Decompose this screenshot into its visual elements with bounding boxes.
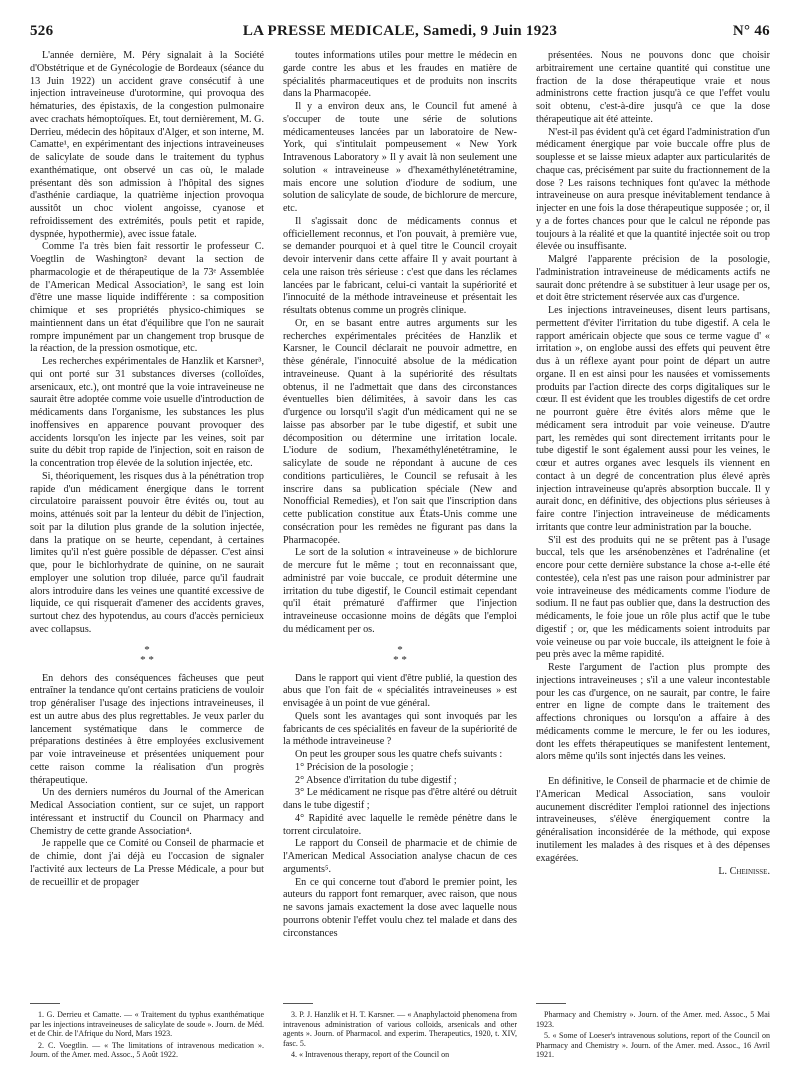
issue-number: N° 46 (732, 23, 770, 39)
paragraph: Le sort de la solution « intraveineuse » de bichlorure de mercure fut le même ; tout en reconnaissant que, administré par voie buccale, ce produit détermine une irritation du tube digestif, le Council estimait cependant qu'il était prématuré d'affirmer que l'injection intraveineuse occasionne moins de dégâts que l'emploi du médicament per os. (283, 547, 517, 635)
paragraph: Reste l'argument de l'action plus prompte des injections intraveineuses ; s'il a une valeur incontestable pour les cas d'urgence, on ne saurait, par contre, le faire entrer en ligne de compte dans le traitement des affections chroniques ou lorsqu'on a affaire à des médicaments comme le mercure, le fer ou les iodures, dont les effets thérapeutiques se manifestent lentement, alors même qu'ils sont injectés dans les veines. (536, 662, 770, 763)
separator-star-top: * (397, 643, 403, 656)
footnotes-column-3 (536, 1010, 770, 1062)
masthead: LA PRESSE MEDICALE, Samedi, 9 Juin 1923 (242, 23, 558, 39)
paragraph: Les recherches expérimentales de Hanzlik et Karsner³, qui ont porté sur 31 substances diverses (colloïdes, arsenicaux, etc.), ont montré que la voie intraveineuse ne saurait être adoptée comme voie usuelle d'introduction de médicaments dans l'organisme, les substances les plus inoffensives en apparence pouvant provoquer des accidents lorsqu'on les injecte par les veines, soit par suite du débit trop rapide de l'injection, soit en raison de la concentration trop élevée de la solution injectée, etc. (30, 356, 264, 469)
text-column-1 (30, 50, 264, 972)
footnote: Pharmacy and Chemistry ». Journ. of the Amer. med. Assoc., 5 Mai 1923. (536, 1010, 770, 1029)
footnote: 2. C. Voegtlin. — « The limitations of intravenous medication ». Journ. of the Amer. med. Assoc., 5 Août 1922. (30, 1040, 264, 1060)
paragraph: Dans le rapport qui vient d'être publié, la question des abus que l'on fait de « spécialités intraveineuses » est envisagée à un point de vue général. (283, 672, 517, 709)
paragraph: Le rapport du Conseil de pharmacie et de chimie de l'American Medical Association analyse chacun de ces arguments⁵. (283, 838, 517, 875)
text-column-3 (536, 50, 770, 972)
separator-star-bottom: * * (140, 653, 154, 666)
paragraph: N'est-il pas évident qu'à cet égard l'administration d'un médicament énergique par voie buccale offre plus de souplesse et se laisse mieux adapter aux particularités de chaque cas, précisément par suite du fractionnement de la dose ? Les raisons techniques font qu'avec la méthode intraveineuse on aura presque inévitablement tendance à injecter en une fois la dose thérapeutique supposée ; or, il y a de fortes chances pour que le calcul ne réponde pas toujours à la réalité et que la quantité injectée soit ou trop élevée ou insuffisante. (536, 126, 770, 253)
footnote-rule (283, 1003, 313, 1004)
text-column-2 (283, 50, 517, 972)
paragraph: En dehors des conséquences fâcheuses que peut entraîner la tendance qu'ont certains praticiens de vouloir trop généraliser l'usage des injections intraveineuses, il est un autre abus des plus regrettables. Je veux parler du lancement systématique dans le commerce de préparations destinées à être employées exclusivement par voie intraveineuse et présentées uniquement pour cette raison comme la réalisation d'un progrès thérapeutique. (30, 672, 264, 786)
paragraph: Or, en se basant entre autres arguments sur les recherches expérimentales précitées de Hanzlik et Karsner, le Council déclarait ne pouvoir admettre, en thèse générale, l'innocuité absolue de la médication intraveineuse. Quant à la supériorité des résultats obtenus, il ne l'admettait que dans des circonstances éventuelles bien délimitées, à savoir dans les cas d'urgence ou lorsqu'il s'agit d'un médicament qui ne se laisse pas absorber par le tube digestif, et subit une décomposition ou détermine une irritation locale. L'iodure de sodium, l'hexaméthylénetétramine, le salicylate de soude ne répondant à aucune de ces conditions particulières, le Council se refusait à les inscrire dans sa publication spéciale (New and Nonofficial Remedies), et l'on sait que l'inscription dans cette publication constitue aux États-Unis comme une consécration pour les remèdes ne figurant pas dans la Pharmacopée. (283, 317, 517, 546)
list-item: 4° Rapidité avec laquelle le remède pénètre dans le torrent circulatoire. (283, 812, 517, 837)
paragraph: En définitive, le Conseil de pharmacie et de chimie de l'American Medical Association, sans vouloir aucunement discréditer l'emploi rationnel des injections intraveineuses, s'élève énergiquement contre la généralisation inconsidérée de la méthode, qui expose inutilement les malades à des risques et à des dépenses exagérées. (536, 776, 770, 864)
separator-star-top: * (144, 643, 150, 656)
list-item: 1° Précision de la posologie ; (295, 761, 414, 773)
paragraph: En ce qui concerne tout d'abord le premier point, les auteurs du rapport font remarquer, avec raison, que nous ne savons jamais exactement la dose avec laquelle nous pourrons obtenir l'effet voulu chez tel malade et dans des circonstances (283, 876, 517, 939)
footnote-rule (536, 1003, 566, 1004)
paragraph: L'année dernière, M. Péry signalait à la Société d'Obstétrique et de Gynécologie de Bordeaux (séance du 13 Juin 1922) un accident grave consécutif à une injection intraveineuse d'urotormine, qui provoqua des hématuries, des épistaxis, de la congestion pulmonaire avec crachats hémoptoïques. Et, tout dernièrement, M. G. Derrieu, médecin des hôpitaux d'Alger, et son interne, M. Camatte¹, en expérimentant des injections intraveineuses de salicylate de soude dans le traitement du typhus exanthématique, ont observé un cas où, le malade présentant dès son admission à l'hôpital des signes d'asthénie cardiaque, la quatrième injection provoqua aussitôt un choc violent angoisse, cyanose et refroidissement des extrémités, pouls petit et rapide, dyspnée, hypothermie), avec issue fatale. (30, 50, 264, 240)
paragraph: Les injections intraveineuses, disent leurs partisans, permettent d'éviter l'irritation du tube digestif. A cela le rapport américain objecte que sous ce terme vague d' « irritation », on englobe aussi des effets qui peuvent être dus à un réflexe ayant pour point de départ un autre organe. Il en est ainsi pour les nausées et vomissements produits par l'action directe des corps digitaliques sur le cœur. Il est évident que les troubles digestifs de cet ordre ne pourront guère être évités alors même que le médicament sera introduit par voie veineuse. D'autre part, les remèdes qui sont directement irritants pour le tube digestif le sont également aussi pour les veines, le cœur et autres organes avec lesquels ils viennent en contact à un degré de concentration plus élevé après injection intraveineuse qu'après absorption buccale. Il y aurait donc, en définitive, des objections plus sérieuses à faire contre l'injection intraveineuse de médicaments irritants que contre leur administration par la bouche. (536, 305, 770, 533)
footnote: 4. « Intravenous therapy, report of the Council on (291, 1050, 450, 1060)
footnote-rule (30, 1003, 60, 1004)
paragraph: On peut les grouper sous les quatre chefs suivants : (295, 749, 503, 760)
paragraph: Malgré l'apparente précision de la posologie, l'administration intraveineuse de médicaments actifs ne saurait donc prétendre à se substituer à leur usage per os, et doit être strictement réservée aux cas d'urgence. (536, 254, 770, 304)
section-separator (283, 645, 517, 665)
paragraph: Il y a environ deux ans, le Council fut amené à s'occuper de toute une série de solutions médicamenteuses lancées par un laboratoire de New-York, qui s'intitulait pompeusement « New York Intravenous Laboratory » Il y avait là non seulement une solution « intraveineuse » d'hexaméthylénetétramine, mais encore une solution d'iodure de sodium, une solution de salicylate de soude, de bichlorure de mercure, etc. (283, 101, 517, 214)
paragraph: Un des derniers numéros du Journal of the American Medical Association contient, sur ce sujet, un rapport intéressant et instructif du Council on Pharmacy and Chemistry de cette grande Association⁴. (30, 787, 264, 837)
list-item: 2° Absence d'irritation du tube digestif ; (295, 774, 457, 786)
paragraph: Je rappelle que ce Comité ou Conseil de pharmacie et de chimie, dont j'ai déjà eu l'occasion de signaler l'activité aux lecteurs de La Presse Médicale, a pour but de recueillir et de propager (30, 838, 264, 888)
paragraph: S'il est des produits qui ne se prêtent pas à l'usage buccal, tels que les arsénobenzènes et l'adrénaline (et encore pour cette dernière substance la chose a-t-elle été contestée), cela n'est pas une raison pour administrer par voie intraveineuse des médicaments comme l'iodure de sodium. Il ne faut pas oublier que, dans la destruction des médicaments, le foie joue un rôle plus actif que le tube digestif ; or, que les médicaments soient introduits par voie veineuse ou par voie buccale, ils atteignent le foie à peu près avec la même rapidité. (536, 534, 770, 661)
paragraph: présentées. Nous ne pouvons donc que choisir arbitrairement une certaine quantité qui constitue une fraction de la dose thérapeutique vraie et nous administrons cette fraction jusqu'à ce que l'effet voulu soit obtenu, c'est-à-dire jusqu'à ce que la dose thérapeutique ait été atteinte. (536, 50, 770, 125)
footnotes-column-2 (283, 1010, 517, 1062)
list-item: 3° Le médicament ne risque pas d'être altéré ou détruit dans le tube digestif ; (283, 787, 517, 811)
paragraph: Quels sont les avantages qui sont invoqués par les fabricants de ces spécialités en faveur de la supériorité de la méthode intraveineuse ? (283, 710, 517, 748)
footnote: 5. « Some of Loeser's intravenous solutions, report of the Council on Pharmacy and Chemistry ». Journ. of the Amer. med. Assoc., 16 Avril 1921. (536, 1031, 770, 1060)
page-number: 526 (30, 23, 54, 39)
paragraph: Comme l'a très bien fait ressortir le professeur C. Voegtlin de Washington² devant la section de pharmacologie et de thérapeutique de la 73ᵉ Assemblée de l'American Medical Association³, le sang est loin d'être une masse liquide indifférente : sa composition chimique et ses propriétés physico-chimiques se maintiennent dans un état d'équilibre que l'on ne saurait rompre impunément par un changement trop brusque de la réaction, de la pression osmotique, etc. (30, 241, 264, 355)
footnotes-column-1 (30, 1010, 264, 1062)
page-header (30, 20, 770, 42)
paragraph: Il s'agissait donc de médicaments connus et officiellement reconnus, et l'on pouvait, à première vue, se demander pourquoi et à quel titre le Council croyait devoir intervenir dans cette affaire Il y avait pourtant à cela une raison très sérieuse : c'est que dans les réclames lancées par le fabricant, celui-ci vantait la supériorité et l'innocuité de la méthode intraveineuse et présentait les résultats obtenus comme un progrès clinique. (283, 215, 517, 316)
separator-star-bottom: * * (393, 653, 407, 666)
section-separator (30, 645, 264, 665)
paragraph: toutes informations utiles pour mettre le médecin en garde contre les abus et les fraudes en matière de spécialités pharmaceutiques et de produits non inscrits dans la Pharmacopée. (283, 50, 517, 100)
author-signature: L. Cheinisse. (718, 866, 770, 878)
paragraph: Si, théoriquement, les risques dus à la pénétration trop rapide d'un médicament énergique dans le torrent circulatoire paraissent pouvoir être évités ou, tout au moins, atténués soit par la lenteur du débit de l'injection, soit par la dilution plus grande de la solution injectée, dans la pratique on se heurte, cependant, à certaines limites qu'il n'est guère possible de dépasser. C'est ainsi que, pour le bichlorhydrate de quinine, on ne saurait employer une solution trop diluée, parce qu'il faudrait alors introduire dans les veines une quantité excessive de liquide, ce qui risquerait d'amener des accidents graves, surtout chez des hypotendus, au cours d'accès pernicieux avec collapsus. (30, 470, 264, 635)
footnote: 3. P. J. Hanzlik et H. T. Karsner. — « Anaphylactoid phenomena from intravenous administration of various colloids, arsenicals and other agents ». Journ. of Pharmacol. and experim. Therapeutics, 1920, t. XIV, fasc. 5. (283, 1010, 517, 1048)
footnote: 1. G. Derrieu et Camatte. — « Traitement du typhus exanthématique par les injections intraveineuses de salicylate de soude ». Journ. de Méd. et de Chir. de l'Afrique du Nord, Mars 1923. (30, 1010, 264, 1039)
